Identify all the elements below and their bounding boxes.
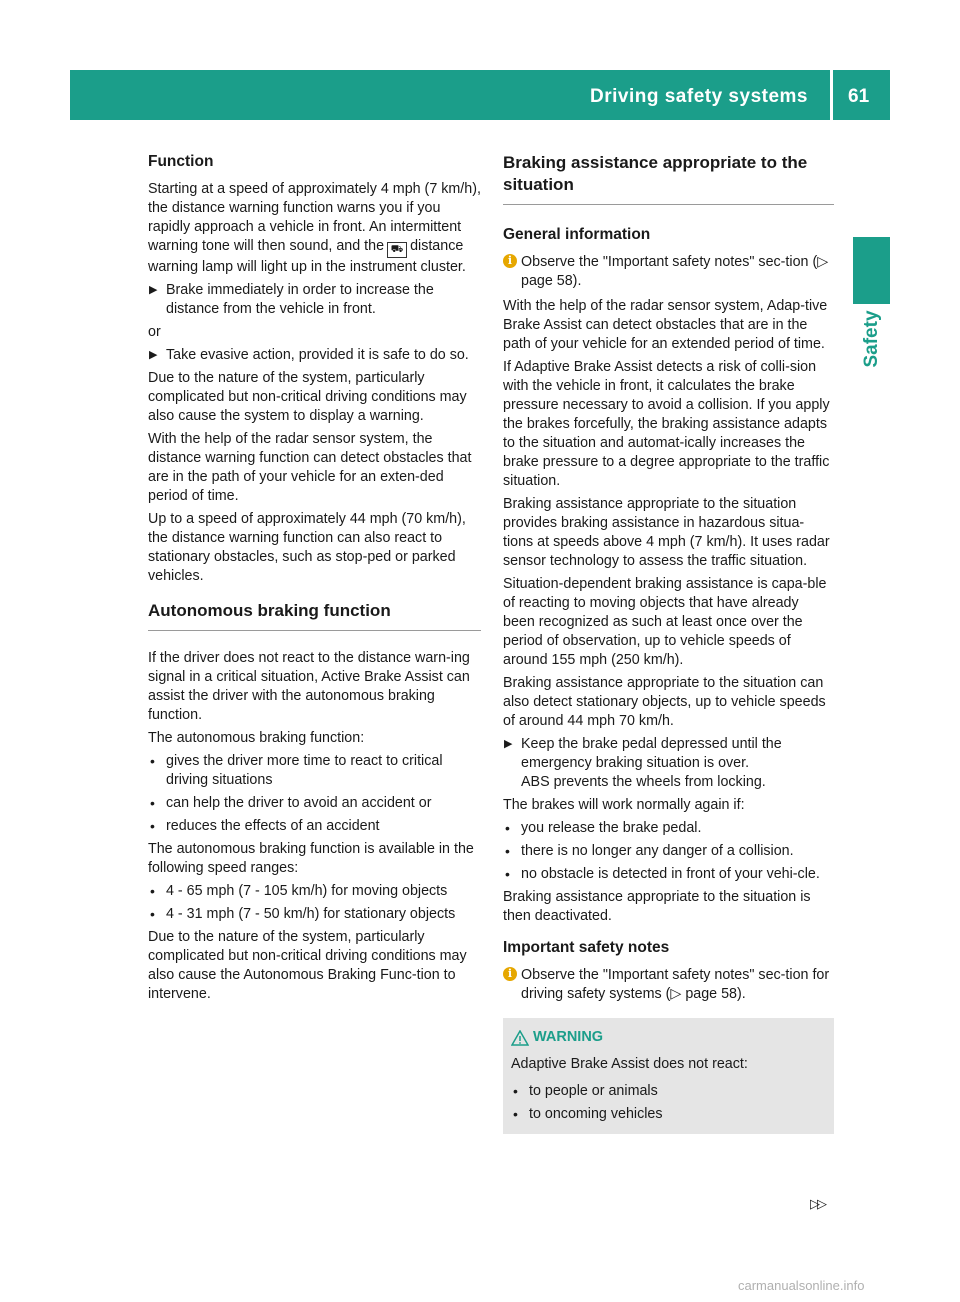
paragraph: or — [148, 324, 161, 340]
paragraph: The autonomous braking function is available in the following speed ranges: — [148, 841, 474, 876]
info-note: i Observe the "Important safety notes" sec-tion for driving safety systems (▷ page 58). — [503, 966, 834, 1004]
list-item: • there is no longer any danger of a collision. — [505, 843, 794, 859]
autonomous-braking-heading: Autonomous braking function — [148, 600, 481, 631]
warning-title: WARNING — [511, 1028, 826, 1047]
important-safety-heading: Important safety notes — [503, 939, 670, 956]
paragraph: Due to the nature of the system, particularly complicated but non-critical driving conditions may also cause the system to display a warning. — [148, 370, 467, 424]
warning-box — [503, 1018, 834, 1134]
braking-assistance-heading: Braking assistance appropriate to the situation — [503, 152, 834, 205]
info-note: i Observe the "Important safety notes" sec-tion (▷ page 58). — [503, 253, 834, 291]
paragraph: The brakes will work normally again if: — [503, 797, 745, 813]
autonomous-heading-wrap — [148, 600, 481, 631]
header-separator — [830, 70, 833, 120]
list-item: • can help the driver to avoid an accident or — [150, 795, 432, 811]
paragraph: The autonomous braking function: — [148, 730, 365, 746]
bullet-icon: • — [150, 818, 155, 834]
instruction-step: ▶ Take evasive action, provided it is safe to do so. — [149, 347, 469, 363]
list-item: • to people or animals — [513, 1083, 658, 1099]
distance-warning-lamp-icon: ⛟ — [387, 242, 407, 258]
info-icon: i — [503, 967, 517, 981]
general-information-heading: General information — [503, 226, 651, 243]
paragraph: Braking assistance appropriate to the situation can also detect stationary objects, up to vehicle speeds of around 44 mph 70 km/h. — [503, 675, 826, 729]
bullet-icon: • — [150, 795, 155, 811]
instruction-step: ▶ Keep the brake pedal depressed until the emergency braking situation is over. ABS prevents the wheels from locking. — [504, 736, 782, 790]
page-number: 61 — [848, 86, 870, 107]
bullet-icon: • — [150, 753, 155, 769]
paragraph: If the driver does not react to the distance warn-ing signal in a critical situation, Active Brake Assist can assist the driver with the autonomous braking function. — [148, 650, 470, 723]
paragraph: Due to the nature of the system, particularly complicated but non-critical driving conditions may also cause the Autonomous Braking Func-tion to intervene. — [148, 929, 467, 1002]
paragraph: Situation-dependent braking assistance is capa-ble of reacting to moving objects that have already been recognized as such at least once over the period of observation, up to vehicle speeds of around 155 mph (250 km/h). — [503, 576, 827, 668]
bullet-icon: • — [513, 1083, 518, 1099]
section-side-label-text: Safety — [860, 310, 882, 368]
list-item: • you release the brake pedal. — [505, 820, 702, 836]
paragraph: Braking assistance appropriate to the situation provides braking assistance in hazardous situa-tions at speeds above 4 mph (7 km/h). It uses radar sensor technology to assess the traffic situation. — [503, 496, 830, 569]
bullet-icon: • — [505, 843, 510, 859]
paragraph: Braking assistance appropriate to the situation is then deactivated. — [503, 889, 811, 924]
braking-heading-wrap — [503, 152, 834, 205]
list-item: • gives the driver more time to react to critical driving situations — [150, 753, 443, 788]
watermark: carmanualsonline.info — [738, 1278, 865, 1293]
right-column — [503, 152, 834, 1134]
info-icon: i — [503, 254, 517, 268]
bullet-icon: • — [505, 866, 510, 882]
section-tab — [853, 237, 890, 304]
instruction-step: ▶ Brake immediately in order to increase the distance from the vehicle in front. — [149, 282, 434, 317]
list-item: • 4 - 65 mph (7 - 105 km/h) for moving objects — [150, 883, 448, 899]
paragraph: Adaptive Brake Assist does not react: — [511, 1056, 748, 1072]
paragraph: Starting at a speed of approximately 4 mph (7 km/h), the distance warning function warns you if you rapidly approach a vehicle in front. An intermittent warning tone will then sound, and the ⛟ distance warning lamp will light up in the instrument cluster. — [148, 181, 481, 275]
list-item: • 4 - 31 mph (7 - 50 km/h) for stationary objects — [150, 906, 456, 922]
arrow-right-icon: ▶ — [149, 349, 158, 361]
paragraph: If Adaptive Brake Assist detects a risk of colli-sion with the vehicle in front, it calculates the brake pressure necessary to avoid a collision. If you apply the brakes forcefully, the braking assistance adapts to the situation and automat-ically increases the brake pressure to a degree appropriate to the traffic situation. — [503, 359, 830, 489]
arrow-right-icon: ▶ — [149, 284, 158, 296]
page-title: Driving safety systems — [590, 86, 808, 107]
warning-triangle-icon — [511, 1030, 529, 1046]
list-item: • reduces the effects of an accident — [150, 818, 380, 834]
bullet-icon: • — [513, 1106, 518, 1122]
paragraph: With the help of the radar sensor system, Adap-tive Brake Assist can detect obstacles that are in the path of your vehicle for an extended period of time. — [503, 298, 828, 352]
bullet-icon: • — [150, 906, 155, 922]
list-item: • to oncoming vehicles — [513, 1106, 663, 1122]
continue-mark-icon: ▷▷ — [810, 1196, 824, 1211]
function-heading: Function — [148, 153, 214, 170]
bullet-icon: • — [150, 883, 155, 899]
paragraph: Up to a speed of approximately 44 mph (70 km/h), the distance warning function can also react to stationary obstacles, such as stop-ped or parked vehicles. — [148, 511, 466, 584]
left-column — [148, 152, 481, 1008]
section-side-label — [853, 304, 890, 374]
paragraph: With the help of the radar sensor system, the distance warning function can detect obstacles that are in the path of your vehicle for an exten-ded period of time. — [148, 431, 472, 504]
bullet-icon: • — [505, 820, 510, 836]
list-item: • no obstacle is detected in front of your vehi-cle. — [505, 866, 820, 882]
arrow-right-icon: ▶ — [504, 738, 513, 750]
